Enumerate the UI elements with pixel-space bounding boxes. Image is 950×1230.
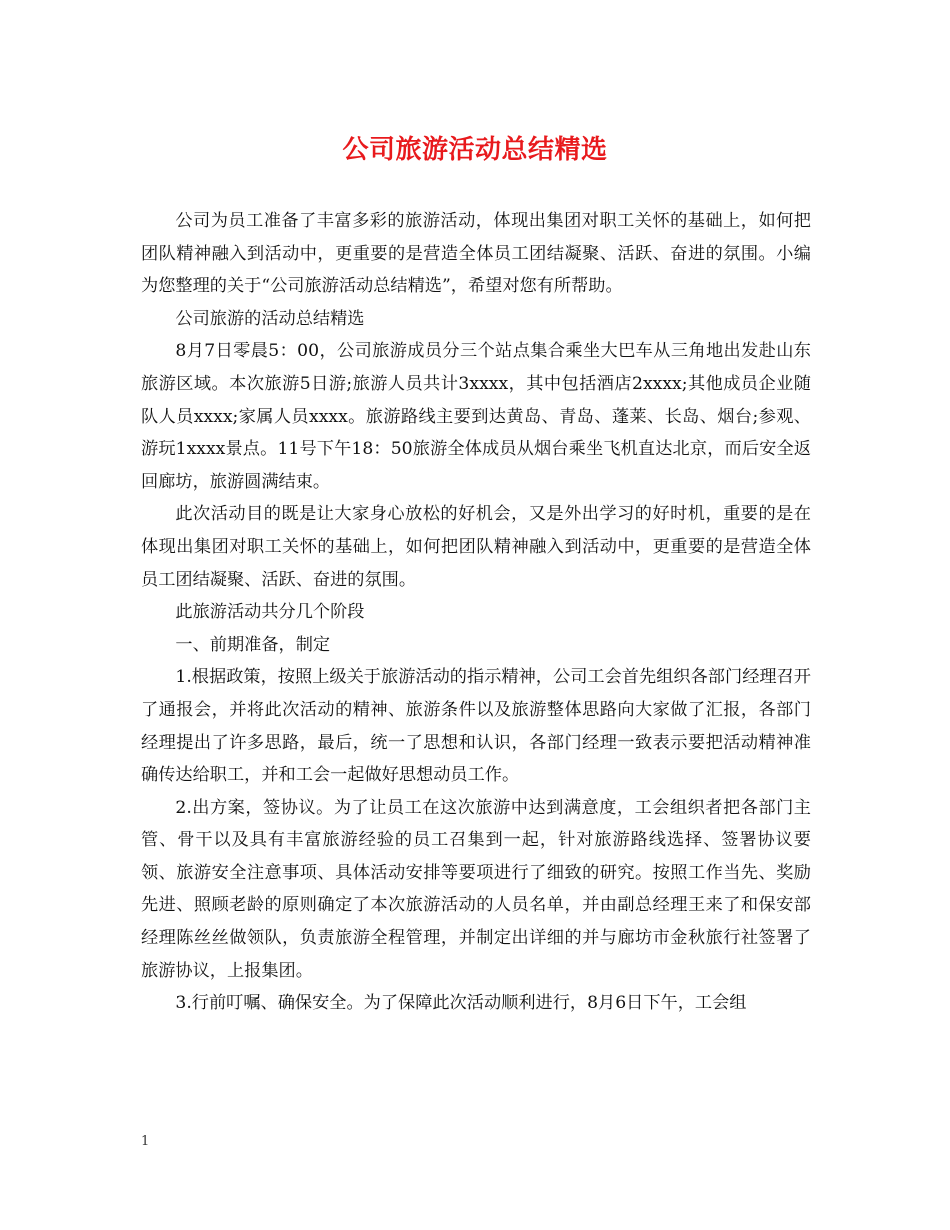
paragraph-heading-stages: 此旅游活动共分几个阶段 [175, 602, 365, 623]
page-number: 1 [141, 1134, 150, 1149]
paragraph-itinerary: 8月7日零晨5：00，公司旅游成员分三个站点集合乘坐大巴车从三角地出发赴山东旅游区域。本次旅游5日游;旅游人员共计3xxxx，其中包括酒店2xxxx;其他成员企业随队人员xxxx;家属人员xxxx。旅游路线主要到达黄岛、青岛、蓬莱、长岛、烟台;参观、游玩1xxxx景点。11号下午18：50旅游全体成员从烟台乘坐飞机直达北京，而后安全返回廊坊，旅游圆满结束。 [141, 341, 811, 492]
document-body [141, 205, 811, 1020]
paragraph-intro: 公司为员工准备了丰富多彩的旅游活动，体现出集团对职工关怀的基础上，如何把团队精神融入到活动中，更重要的是营造全体员工团结凝聚、活跃、奋进的氛围。小编为您整理的关于“公司旅游活动总结精选”，希望对您有所帮助。 [141, 211, 811, 297]
paragraph-item-2: 2.出方案，签协议。为了让员工在这次旅游中达到满意度，工会组织者把各部门主管、骨干以及具有丰富旅游经验的员工召集到一起，针对旅游路线选择、签署协议要领、旅游安全注意事项、具体活动安排等要项进行了细致的研究。按照工作当先、奖励先进、照顾老龄的原则确定了本次旅游活动的人员名单，并由副总经理王来了和保安部经理陈丝丝做领队，负责旅游全程管理，并制定出详细的并与廊坊市金秋旅行社签署了旅游协议，上报集团。 [141, 797, 811, 981]
document-title: 公司旅游活动总结精选 [342, 135, 608, 165]
paragraph-heading-summary: 公司旅游的活动总结精选 [175, 308, 365, 329]
paragraph-heading-preparation: 一、前期准备，制定 [175, 634, 331, 655]
paragraph-purpose: 此次活动目的既是让大家身心放松的好机会，又是外出学习的好时机，重要的是在体现出集团对职工关怀的基础上，如何把团队精神融入到活动中，更重要的是营造全体员工团结凝聚、活跃、奋进的氛围。 [141, 504, 811, 590]
paragraph-item-1: 1.根据政策，按照上级关于旅游活动的指示精神，公司工会首先组织各部门经理召开了通报会，并将此次活动的精神、旅游条件以及旅游整体思路向大家做了汇报，各部门经理提出了许多思路，最后，统一了思想和认识，各部门经理一致表示要把活动精神准确传达给职工，并和工会一起做好思想动员工作。 [141, 667, 811, 786]
paragraph-item-3: 3.行前叮嘱、确保安全。为了保障此次活动顺利进行，8月6日下午，工会组 [175, 993, 747, 1014]
